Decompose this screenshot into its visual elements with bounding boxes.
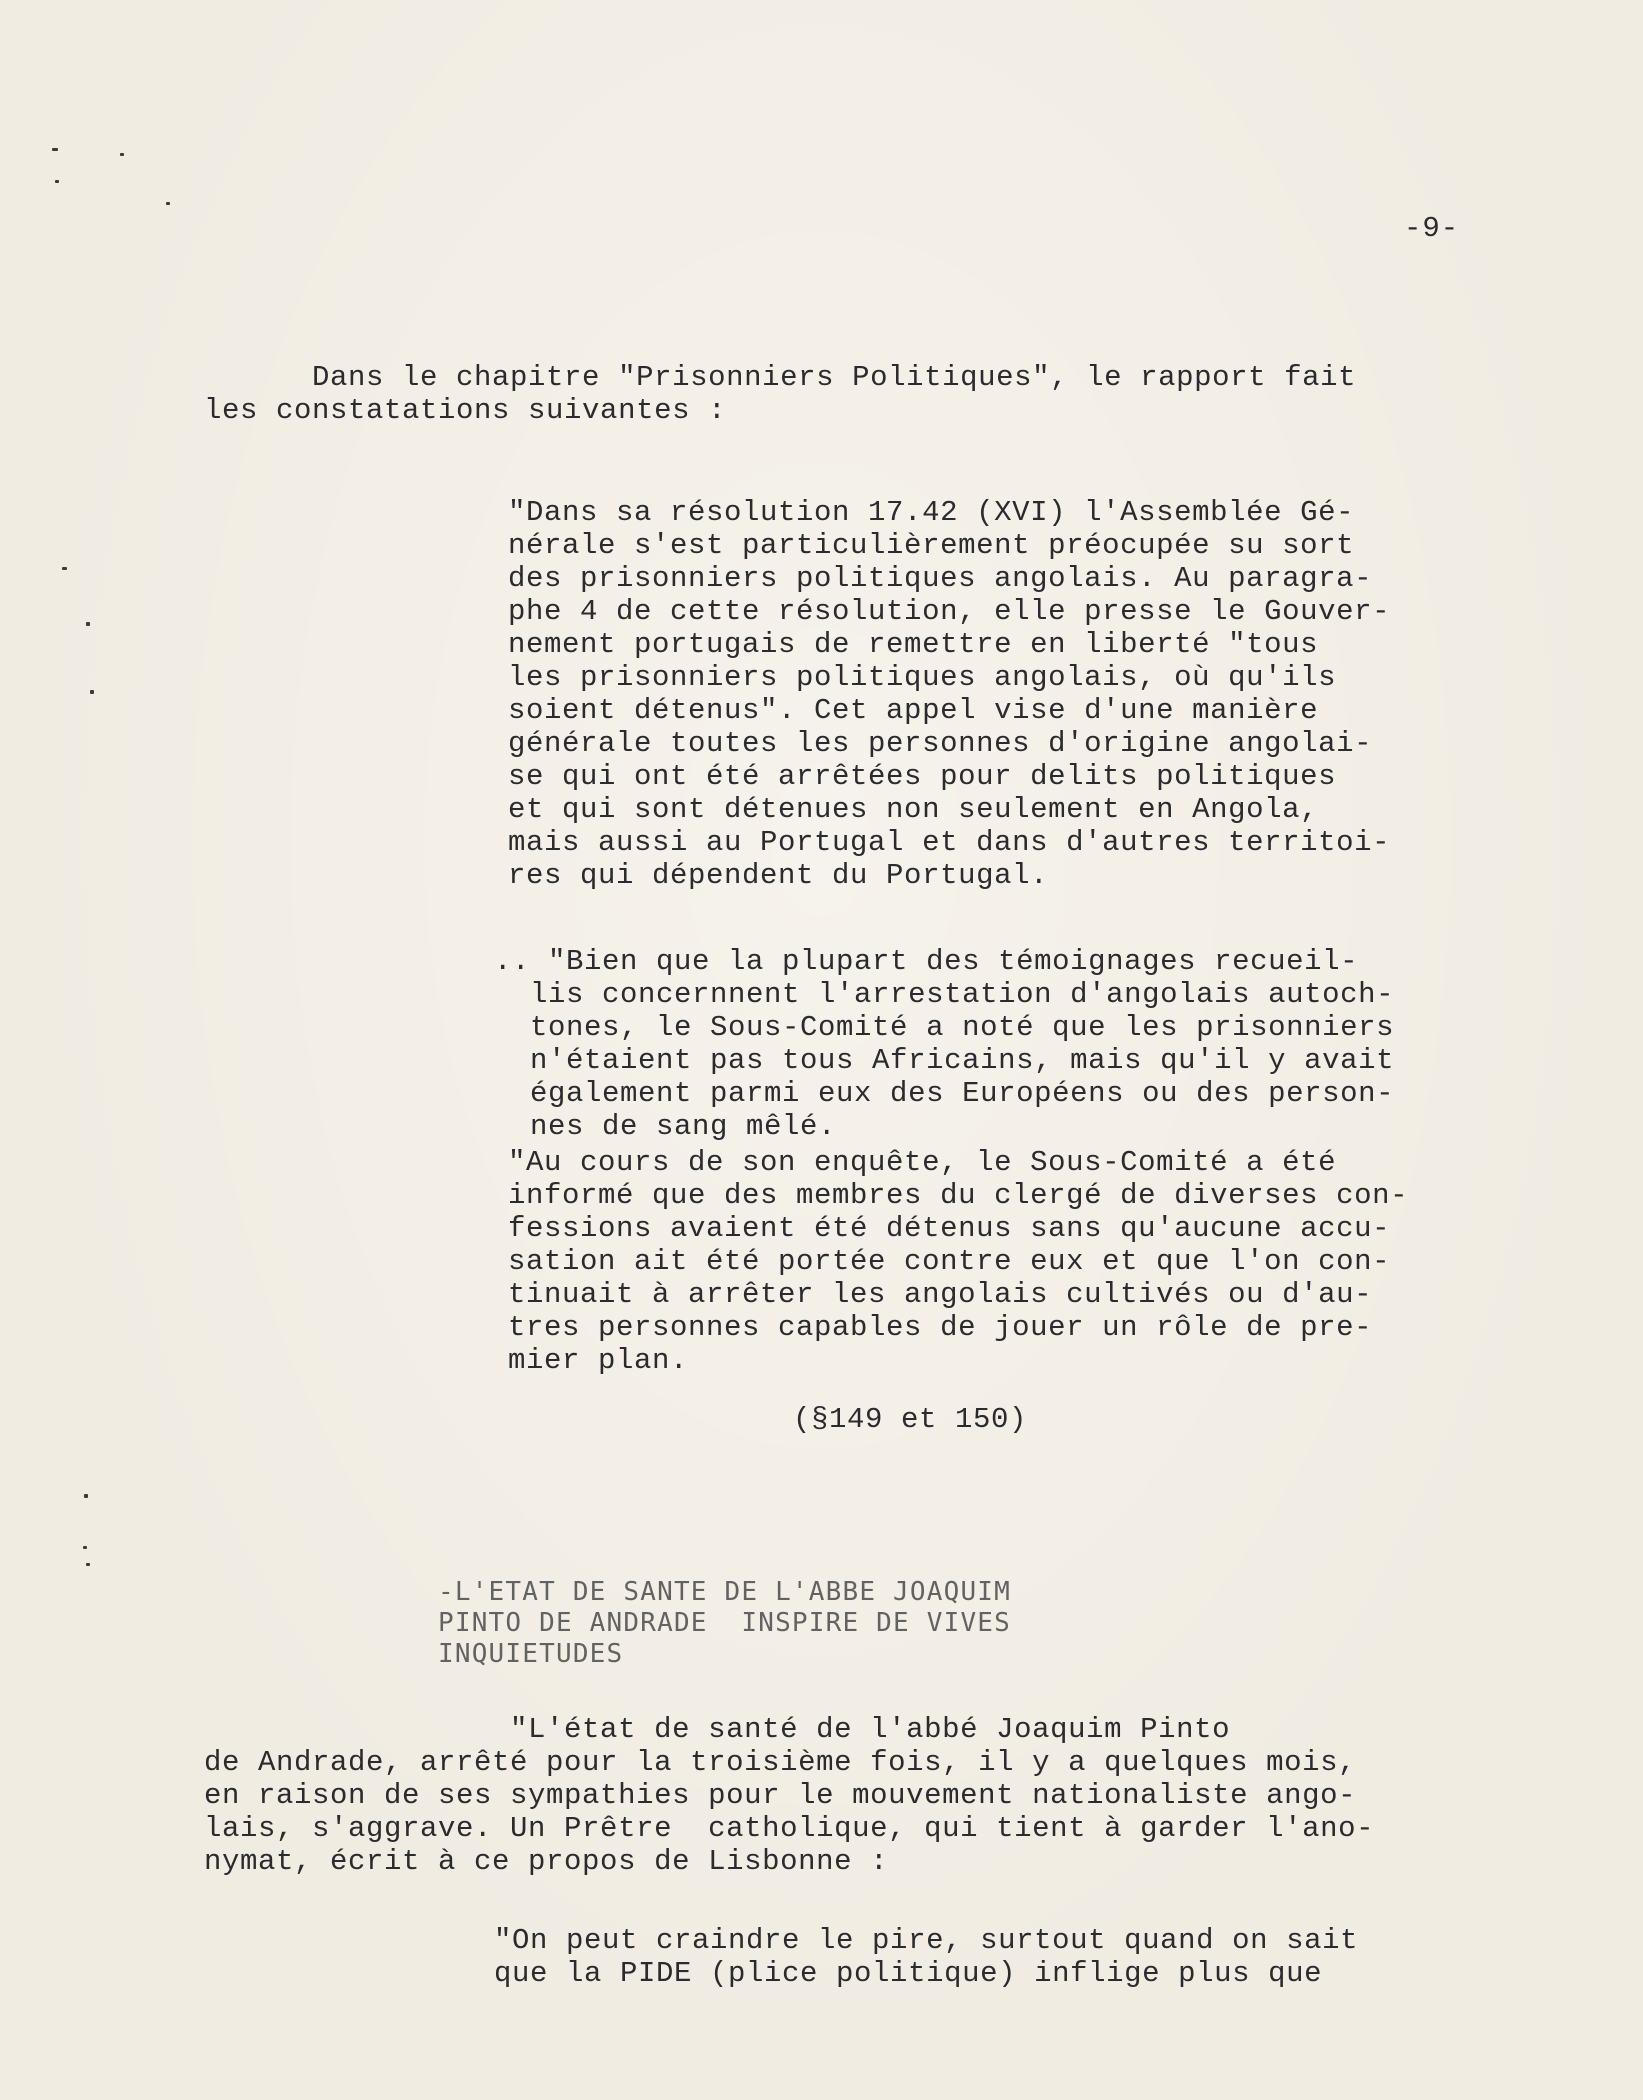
text-line: "Au cours de son enquête, le Sous-Comité a été — [508, 1146, 1337, 1179]
text-line: "L'état de santé de l'abbé Joaquim Pinto — [204, 1713, 1231, 1746]
text-line: se qui ont été arrêtées pour delits politiques — [508, 760, 1337, 793]
margin-speck — [120, 153, 124, 156]
text-line: les prisonniers politiques angolais, où qu'ils — [508, 661, 1337, 694]
text-line: également parmi eux des Européens ou des person- — [494, 1077, 1395, 1110]
text-line: lis concernnent l'arrestation d'angolais autoch- — [494, 978, 1395, 1011]
margin-speck — [86, 1563, 90, 1566]
margin-speck — [90, 690, 94, 694]
quoted-letter-paragraph — [494, 1924, 1358, 1990]
text-line: lais, s'aggrave. Un Prêtre catholique, qui tient à garder l'ano- — [204, 1812, 1375, 1845]
text-line: n'étaient pas tous Africains, mais qu'il y avait — [494, 1044, 1395, 1077]
margin-speck — [84, 1494, 88, 1498]
text-line: mier plan. — [508, 1344, 689, 1377]
text-line: les constatations suivantes : — [204, 394, 727, 427]
text-line: de Andrade, arrêté pour la troisième fois, il y a quelques mois, — [204, 1746, 1357, 1779]
quoted-testimony-paragraph — [494, 945, 1394, 1143]
text-line: phe 4 de cette résolution, elle presse le Gouver- — [508, 595, 1391, 628]
text-line: en raison de ses sympathies pour le mouvement nationaliste ango- — [204, 1779, 1357, 1812]
quoted-clergy-paragraph — [508, 1146, 1408, 1377]
text-line: nymat, écrit à ce propos de Lisbonne : — [204, 1845, 889, 1878]
text-line: fessions avaient été détenus sans qu'aucune accu- — [508, 1212, 1391, 1245]
margin-speck — [62, 567, 67, 570]
text-line: tones, le Sous-Comité a noté que les prisonniers — [494, 1011, 1395, 1044]
page-number: -9- — [1404, 212, 1460, 245]
margin-speck — [52, 148, 58, 151]
text-line: nérale s'est particulièrement préocupée su sort — [508, 529, 1355, 562]
margin-speck — [83, 1546, 87, 1549]
text-line: générale toutes les personnes d'origine angolai- — [508, 727, 1373, 760]
text-line: nement portugais de remettre en liberté "tous — [508, 628, 1319, 661]
heading-line: -L'ETAT DE SANTE DE L'ABBE JOAQUIM — [438, 1577, 1012, 1607]
margin-speck — [86, 622, 90, 626]
text-line: "On peut craindre le pire, surtout quand on sait — [494, 1924, 1359, 1957]
text-line: "Dans sa résolution 17.42 (XVI) l'Assemblée Gé- — [508, 496, 1355, 529]
text-line: nes de sang mêlé. — [494, 1110, 837, 1143]
text-line: .. "Bien que la plupart des témoignages recueil- — [494, 945, 1359, 978]
section-heading — [438, 1577, 1011, 1670]
text-line: Dans le chapitre "Prisonniers Politiques", le rapport fait — [204, 361, 1357, 394]
text-line: sation ait été portée contre eux et que l'on con- — [508, 1245, 1391, 1278]
text-line: tres personnes capables de jouer un rôle de pre- — [508, 1311, 1373, 1344]
text-line: res qui dépendent du Portugal. — [508, 859, 1049, 892]
text-line: tinuait à arrêter les angolais cultivés ou d'au- — [508, 1278, 1373, 1311]
quoted-resolution-paragraph — [508, 496, 1390, 892]
text-line: mais aussi au Portugal et dans d'autres territoi- — [508, 826, 1391, 859]
heading-line: INQUIETUDES — [438, 1639, 624, 1669]
margin-speck — [166, 202, 170, 205]
heading-line: PINTO DE ANDRADE INSPIRE DE VIVES — [438, 1608, 1012, 1638]
health-paragraph — [204, 1713, 1374, 1878]
intro-paragraph — [204, 361, 1356, 427]
text-line: informé que des membres du clergé de diverses con- — [508, 1179, 1409, 1212]
margin-speck — [55, 180, 59, 183]
text-line: des prisonniers politiques angolais. Au paragra- — [508, 562, 1373, 595]
text-line: que la PIDE (plice politique) inflige plus que — [494, 1957, 1323, 1990]
text-line: et qui sont détenues non seulement en Angola, — [508, 793, 1319, 826]
text-line: soient détenus". Cet appel vise d'une manière — [508, 694, 1319, 727]
paragraph-citation: (§149 et 150) — [793, 1403, 1028, 1436]
